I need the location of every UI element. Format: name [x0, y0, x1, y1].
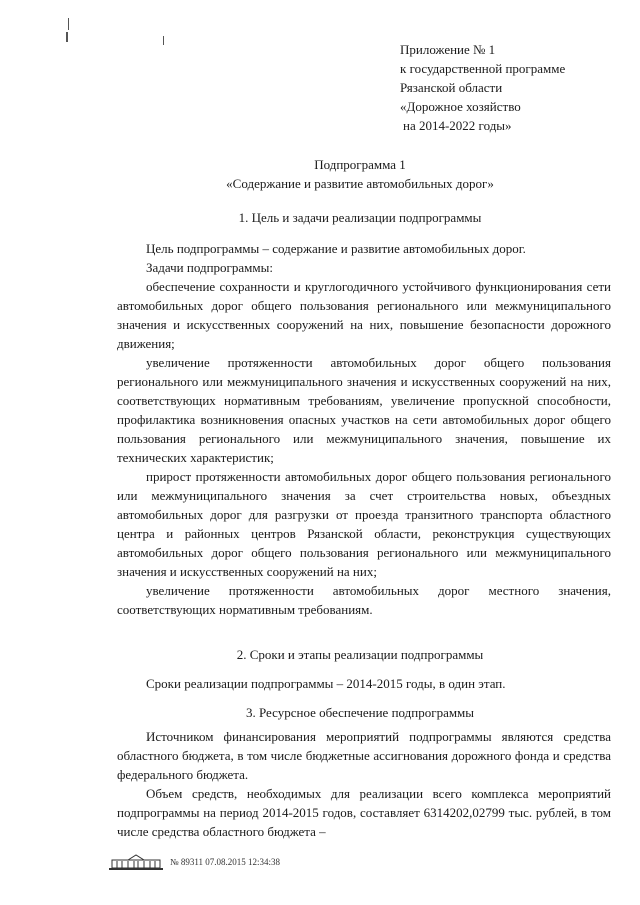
- goal-text: Цель подпрограммы – содержание и развитие автомобильных дорог.: [146, 241, 526, 256]
- appendix-block: [400, 40, 565, 135]
- scan-mark: [66, 32, 68, 42]
- task-item: увеличение протяженности автомобильных дорог местного значения, соответствующих нормативным требованиям.: [117, 583, 611, 617]
- section-1-heading: 1. Цель и задачи реализации подпрограммы: [238, 210, 482, 225]
- subprogram-name: «Содержание и развитие автомобильных дорог»: [226, 176, 494, 191]
- section-3-body: [117, 727, 611, 841]
- funding-paragraph: Объем средств, необходимых для реализации всего комплекса мероприятий подпрограммы на период 2014-2015 годов, составляет 6314202,02799 тыс. рублей, в том числе средства областного бюджета –: [117, 786, 611, 839]
- appendix-line: Рязанской области: [400, 80, 503, 95]
- terms-text: Сроки реализации подпрограммы – 2014-2015 годы, в один этап.: [146, 676, 506, 691]
- appendix-line: Приложение № 1: [400, 42, 496, 57]
- document-stamp-text: № 89311 07.08.2015 12:34:38: [170, 857, 281, 867]
- task-item: прирост протяженности автомобильных дорог общего пользования регионального или межмуниципального значения за счет строительства новых, объездных автомобильных дорог для разгрузки от проезда транзитного транспорта областного центра и районных центров Рязанской области, реконструкция существующих автомобильных дорог общего пользования регионального или межмуниципального значения и искусственных сооружений на них;: [117, 469, 611, 579]
- section-1-body: [117, 239, 611, 619]
- section-3-heading: 3. Ресурсное обеспечение подпрограммы: [245, 705, 475, 720]
- scan-mark: [68, 18, 69, 30]
- footer-stamp: [108, 852, 280, 872]
- section-2-heading: 2. Сроки и этапы реализации подпрограммы: [236, 647, 484, 662]
- section-2-body: [117, 674, 611, 693]
- task-item: обеспечение сохранности и круглогодичного устойчивого функционирования сети автомобильных дорог общего пользования регионального или межмуниципального значения и искусственных сооружений на них, повышение безопасности дорожного движения;: [117, 279, 611, 351]
- appendix-line: «Дорожное хозяйство: [400, 99, 521, 114]
- tasks-label: Задачи подпрограммы:: [146, 260, 273, 275]
- appendix-line: на 2014-2022 годы»: [403, 118, 512, 133]
- scan-mark: [163, 36, 164, 45]
- subprogram-title: Подпрограмма 1: [314, 157, 406, 172]
- task-item: увеличение протяженности автомобильных дорог общего пользования регионального или межмуниципального значения и искусственных сооружений на них, соответствующих нормативным требованиям, увеличение пропускной способности, профилактика возникновения опасных участков на сети автомобильных дорог общего пользования регионального или межмуниципального значения, повышение их технических характеристик;: [117, 355, 611, 465]
- appendix-line: к государственной программе: [400, 61, 566, 76]
- building-logo-icon: [108, 853, 164, 871]
- funding-paragraph: Источником финансирования мероприятий подпрограммы являются средства областного бюджета, в том числе бюджетные ассигнования дорожного фонда и средства федерального бюджета.: [117, 729, 611, 782]
